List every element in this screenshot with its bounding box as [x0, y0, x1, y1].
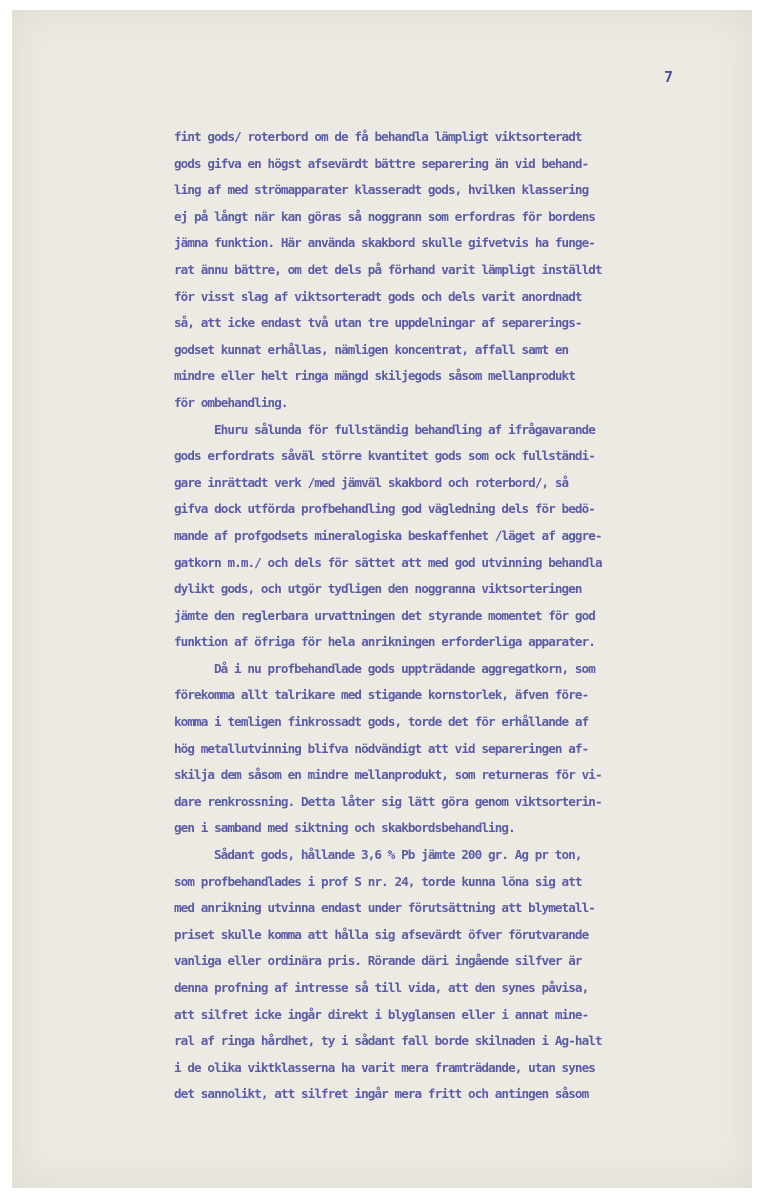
text-line: skilja dem såsom en mindre mellanprodukt, som returneras för vi-: [174, 767, 602, 783]
text-line: förekomma allt talrikare med stigande kornstorlek, äfven före-: [174, 687, 589, 703]
text-line: att silfret icke ingår direkt i blyglansen eller i annat mine-: [174, 1006, 589, 1022]
text-line: gifva dock utförda profbehandling god vägledning dels för bedö-: [174, 501, 595, 517]
text-line: ral af ringa hårdhet, ty i sådant fall borde skilnaden i Ag-halt: [174, 1033, 602, 1049]
text-line: Ehuru sålunda för fullständig behandling af ifrågavarande: [214, 421, 595, 437]
text-line: komma i temligen finkrossadt gods, torde det för erhållande af: [174, 714, 589, 730]
page-number: 7: [664, 68, 674, 86]
text-line: jämte den reglerbara urvattningen det styrande momentet för god: [174, 607, 595, 623]
text-line: dylikt gods, och utgör tydligen den noggranna viktsorteringen: [174, 581, 582, 597]
typewritten-body: [174, 124, 714, 1108]
text-line: gods erfordrats såväl större kvantitet gods som ock fullständi-: [174, 448, 595, 464]
text-line: ej på långt när kan göras så noggrann som erfordras för bordens: [174, 208, 595, 224]
text-line: gods gifva en högst afsevärdt bättre separering än vid behand-: [174, 155, 589, 171]
text-line: godset kunnat erhållas, nämligen koncentrat, affall samt en: [174, 341, 569, 357]
text-line: vanliga eller ordinära pris. Rörande däri ingående silfver är: [174, 953, 582, 969]
text-line: rat ännu bättre, om det dels på förhand varit lämpligt inställdt: [174, 261, 602, 277]
text-line: denna profning af intresse så till vida, att den synes påvisa,: [174, 980, 589, 995]
text-line: så, att icke endast två utan tre uppdelningar af separerings-: [174, 315, 582, 331]
text-line: mindre eller helt ringa mängd skiljegods såsom mellanprodukt: [174, 368, 575, 384]
text-line: för visst slag af viktsorteradt gods och dels varit anordnadt: [174, 288, 582, 304]
text-line: dare renkrossning. Detta låter sig lätt göra genom viktsorterin-: [174, 793, 602, 809]
text-line: Då i nu profbehandlade gods uppträdande aggregatkorn, som: [214, 660, 595, 676]
text-line: det sannolikt, att silfret ingår mera fritt och antingen såsom: [174, 1086, 589, 1102]
text-line: som profbehandlades i prof S nr. 24, torde kunna löna sig att: [174, 873, 582, 889]
text-line: priset skulle komma att hålla sig afsevärdt öfver förutvarande: [174, 926, 589, 942]
text-line: Sådant gods, hållande 3,6 % Pb jämte 200 gr. Ag pr ton,: [214, 847, 582, 863]
text-line: funktion af öfriga för hela anrikningen erforderliga apparater.: [174, 634, 595, 650]
text-line: ling af med strömapparater klasseradt gods, hvilken klassering: [174, 182, 589, 198]
text-line: fint gods/ roterbord om de få behandla lämpligt viktsorteradt: [174, 129, 582, 144]
text-line: i de olika viktklasserna ha varit mera framträdande, utan synes: [174, 1059, 595, 1075]
text-line: jämna funktion. Här använda skakbord skulle gifvetvis ha funge-: [174, 235, 595, 251]
text-line: gen i samband med siktning och skakbordsbehandling.: [174, 820, 515, 836]
text-line: gatkorn m.m./ och dels för sättet att med god utvinning behandla: [174, 554, 602, 570]
text-line: gare inrättadt verk /med jämväl skakbord och roterbord/, så: [174, 474, 569, 490]
text-line: för ombehandling.: [174, 394, 288, 410]
text-line: med anrikning utvinna endast under förutsättning att blymetall-: [174, 900, 595, 916]
text-line: mande af profgodsets mineralogiska beskaffenhet /läget af aggre-: [174, 527, 602, 543]
text-line: hög metallutvinning blifva nödvändigt att vid separeringen af-: [174, 740, 589, 756]
